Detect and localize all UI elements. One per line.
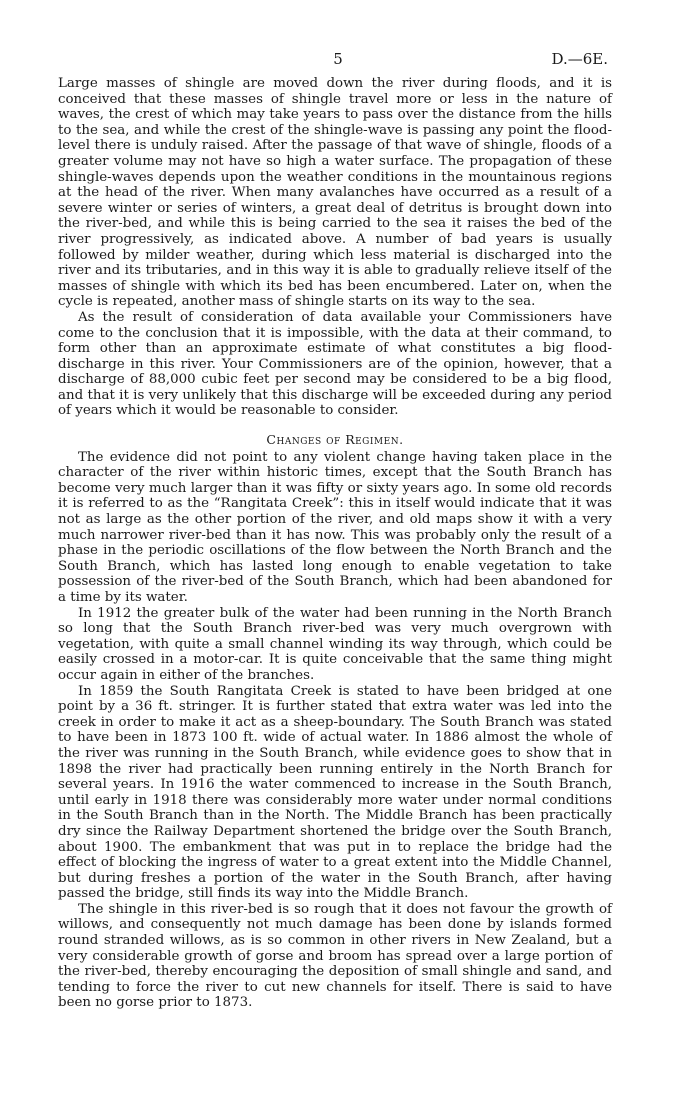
paragraph: As the result of consideration of data available your Commissioners have come to the conclusion that it is impossible, with the data at their command, to form other than an approximate estimate of what constitutes a big flood-discharge in this river. Your Commissioners are of the opinion, however, that a discharge of 88,000 cubic feet per second may be considered to be a big flood, and that it is very unlikely that this discharge will be exceeded during any period of years which it would be reasonable to consider.: [58, 309, 612, 419]
paragraph: In 1912 the greater bulk of the water had been running in the North Branch so long that the South Branch river-bed was very much overgrown with vegetation, with quite a small channel winding its way through, which could be easily crossed in a motor-car. It is quite conceivable that the same thing might occur again in either of the branches.: [58, 605, 612, 683]
paragraph: In 1859 the South Rangitata Creek is stated to have been bridged at one point by a 36 ft. stringer. It is further stated that extra water was led into the creek in order to make it act as a sheep-boundary. The South Branch was stated to have been in 1873 100 ft. wide of actual water. In 1886 almost the whole of the river was running in the South Branch, while evidence goes to show that in 1898 the river had practically been running entirely in the North Branch for several years. In 1916 the water commenced to increase in the South Branch, until early in 1918 there was considerably more water under normal conditions in the South Branch than in the North. The Middle Branch has been practically dry since the Railway Department shortened the bridge over the South Branch, about 1900. The embankment that was put in to replace the bridge had the effect of blocking the ingress of water to a great extent into the Middle Channel, but during freshes a portion of the water in the South Branch, after having passed the bridge, still finds its way into the Middle Branch.: [58, 683, 612, 902]
document-reference: D.—6E.: [551, 50, 608, 68]
section-heading: Changes of Regimen.: [266, 432, 404, 448]
paragraph: The evidence did not point to any violent change having taken place in the character of the river within historic times, except that the South Branch has become very much larger than it was fifty or sixty years ago. In some old records it is referred to as the “Rangitata Creek”: this in itself would indicate that it was not as large as the other portion of the river, and old maps show it with a very much narrower river-bed than it has now. This was probably only the result of a phase in the periodic oscillations of the flow between the North Branch and the South Branch, which has lasted long enough to enable vegetation to take possession of the river-bed of the South Branch, which had been abandoned for a time by its water.: [58, 449, 612, 605]
body-text: [58, 76, 612, 1011]
page-number: 5: [333, 50, 343, 68]
page-header: [68, 50, 608, 72]
paragraph: Large masses of shingle are moved down the river during floods, and it is conceived that these masses of shingle travel more or less in the nature of waves, the crest of which may take years to pass over the distance from the hills to the sea, and while the crest of the shingle-wave is passing any point the flood-level there is unduly raised. After the passage of that wave of shingle, floods of a greater volume may not have so high a water surface. The propagation of these shingle-waves depends upon the weather conditions in the mountainous regions at the head of the river. When many avalanches have occurred as a result of a severe winter or series of winters, a great deal of detritus is brought down into the river-bed, and while this is being carried to the sea it raises the bed of the river progressively, as indicated above. A number of bad years is usually followed by milder weather, during which less material is discharged into the river and its tributaries, and in this way it is able to gradually relieve itself of the masses of shingle with which its bed has been encumbered. Later on, when the cycle is repeated, another mass of shingle starts on its way to the sea.: [58, 76, 612, 310]
paragraph: The shingle in this river-bed is so rough that it does not favour the growth of willows, and consequently not much damage has been done by islands formed round stranded willows, as is so common in other rivers in New Zealand, but a very considerable growth of gorse and broom has spread over a large portion of the river-bed, thereby encouraging the deposition of small shingle and sand, and tending to force the river to cut new channels for itself. There is said to have been no gorse prior to 1873.: [58, 901, 612, 1011]
